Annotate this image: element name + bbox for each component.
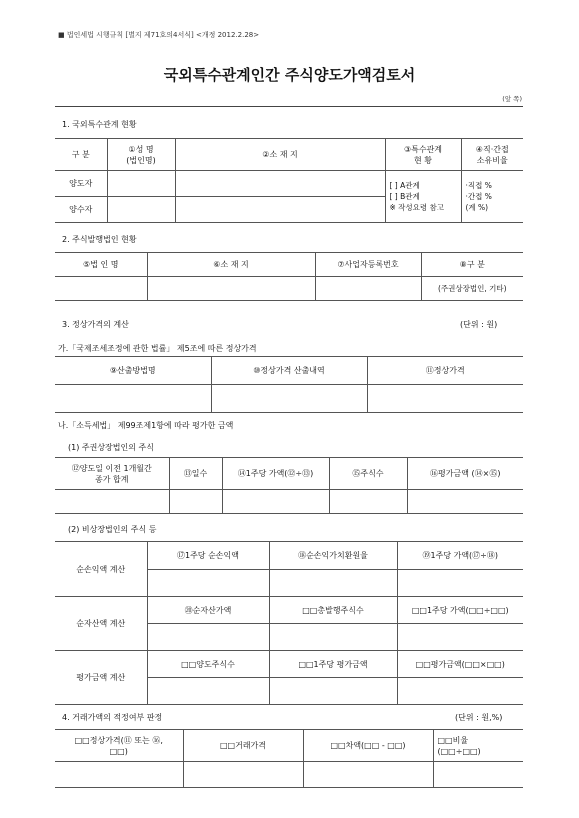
header-total-shares: □□총발행주식수 bbox=[269, 597, 397, 624]
related-party-table bbox=[55, 138, 523, 223]
corp-name-field[interactable] bbox=[55, 277, 147, 301]
header-relation: ③특수관계 현 황 bbox=[385, 139, 461, 171]
header-eval-price: □□1주당 평가금액 bbox=[269, 651, 397, 678]
return-rate-field[interactable] bbox=[269, 570, 397, 597]
header-return-rate: ⑱순손익가치환원율 bbox=[269, 542, 397, 570]
header-difference: □□차액(□□ - □□) bbox=[303, 730, 433, 762]
price-per-share-field[interactable] bbox=[222, 490, 329, 514]
buyer-address-field[interactable] bbox=[175, 197, 385, 223]
header-reg-number: ⑦사업자등록번호 bbox=[315, 253, 421, 277]
header-gubun: 구 분 bbox=[55, 139, 107, 171]
eval-amount-field[interactable] bbox=[407, 490, 523, 514]
header-profit-per-share: ⑰1주당 순손익액 bbox=[147, 542, 269, 570]
ratio-field[interactable] bbox=[433, 762, 523, 788]
row-label-seller: 양도자 bbox=[55, 171, 107, 197]
net-asset-field[interactable] bbox=[147, 624, 269, 651]
calc-method-field[interactable] bbox=[55, 385, 211, 413]
section-4-unit: (단위 : 원,%) bbox=[455, 713, 503, 722]
header-eval-amount: ⑯평가금액 (⑭×⑮) bbox=[407, 458, 523, 490]
header-address: ②소 재 지 bbox=[175, 139, 385, 171]
row-label-eval: 평가금액 계산 bbox=[55, 651, 147, 705]
header-transfer-shares: □□양도주식수 bbox=[147, 651, 269, 678]
section-4-heading: 4. 거래가액의 적정여부 판정 bbox=[62, 713, 163, 722]
header-normal-price: ⑪정상가격 bbox=[367, 357, 523, 385]
row-label-buyer: 양수자 bbox=[55, 197, 107, 223]
unlisted-heading: (2) 비상장법인의 주식 등 bbox=[68, 525, 157, 534]
header-days: ⑬일수 bbox=[169, 458, 222, 490]
corp-address-field[interactable] bbox=[147, 277, 315, 301]
header-ownership: ④직·간접 소유비율 bbox=[461, 139, 523, 171]
header-calc-detail: ⑩정상가격 산출내역 bbox=[211, 357, 367, 385]
listed-heading: (1) 주권상장법인의 주식 bbox=[68, 443, 154, 452]
calc-detail-field[interactable] bbox=[211, 385, 367, 413]
difference-field[interactable] bbox=[303, 762, 433, 788]
eval-total-field[interactable] bbox=[397, 678, 523, 705]
unlisted-shares-table bbox=[55, 541, 523, 705]
corp-type-field[interactable]: (주권상장법인, 기타) bbox=[421, 277, 523, 301]
total-shares-field[interactable] bbox=[269, 624, 397, 651]
header-name: ①성 명 (법인명) bbox=[107, 139, 175, 171]
divider bbox=[55, 106, 523, 107]
normal-price-ref-field[interactable] bbox=[55, 762, 183, 788]
reg-number-field[interactable] bbox=[315, 277, 421, 301]
section-2-heading: 2. 주식발행법인 현황 bbox=[62, 235, 137, 244]
header-asset-price: □□1주당 가액(□□÷□□) bbox=[397, 597, 523, 624]
trade-price-field[interactable] bbox=[183, 762, 303, 788]
header-corp-address: ⑥소 재 지 bbox=[147, 253, 315, 277]
profit-per-share-field[interactable] bbox=[147, 570, 269, 597]
subsection-na-heading: 나.「소득세법」 제99조제1항에 따라 평가한 금액 bbox=[58, 421, 234, 430]
page-title: 국외특수관계인간 주식양도가액검토서 bbox=[163, 66, 416, 84]
section-1-heading: 1. 국외특수관계 현황 bbox=[62, 120, 137, 129]
asset-price-field[interactable] bbox=[397, 624, 523, 651]
relation-a-checkbox[interactable]: [ ] A관계 bbox=[389, 181, 420, 190]
row-label-profit: 순손익액 계산 bbox=[55, 542, 147, 597]
page-side-note: (앞 쪽) bbox=[502, 95, 522, 103]
profit-price-field[interactable] bbox=[397, 570, 523, 597]
header-share-count: ⑮주식수 bbox=[329, 458, 407, 490]
eval-price-field[interactable] bbox=[269, 678, 397, 705]
seller-address-field[interactable] bbox=[175, 171, 385, 197]
header-net-asset: ⑳순자산가액 bbox=[147, 597, 269, 624]
header-profit-price: ⑲1주당 가액(⑰÷⑱) bbox=[397, 542, 523, 570]
days-field[interactable] bbox=[169, 490, 222, 514]
header-ratio: □□비율 (□□÷□□) bbox=[433, 730, 523, 762]
listed-shares-table bbox=[55, 457, 523, 514]
transfer-shares-field[interactable] bbox=[147, 678, 269, 705]
relation-note: ※ 작성요령 참고 bbox=[389, 203, 445, 212]
subsection-ga-heading: 가.「국제조세조정에 관한 법률」 제5조에 따른 정상가격 bbox=[58, 344, 257, 353]
row-label-asset: 순자산액 계산 bbox=[55, 597, 147, 651]
share-count-field[interactable] bbox=[329, 490, 407, 514]
header-close-sum: ⑫양도일 이전 1개월간 종가 합계 bbox=[55, 458, 169, 490]
form-header-note: ■ 법인세법 시행규칙 [별지 제71호의4서식] <개정 2012.2.28> bbox=[58, 31, 260, 39]
header-corp-name: ⑤법 인 명 bbox=[55, 253, 147, 277]
header-corp-type: ⑧구 분 bbox=[421, 253, 523, 277]
seller-name-field[interactable] bbox=[107, 171, 175, 197]
header-normal-price-ref: □□정상가격(⑪ 또는 ⑯, □□) bbox=[55, 730, 183, 762]
header-calc-method: ⑨산출방법명 bbox=[55, 357, 211, 385]
section-3-heading: 3. 정상가격의 계산 bbox=[62, 320, 129, 329]
ownership-ratio-field[interactable]: ·직접 % ·간접 % (계 %) bbox=[461, 171, 523, 223]
header-trade-price: □□거래가격 bbox=[183, 730, 303, 762]
normal-price-field[interactable] bbox=[367, 385, 523, 413]
relation-b-checkbox[interactable]: [ ] B관계 bbox=[389, 192, 420, 201]
section-3-unit: (단위 : 원) bbox=[460, 320, 498, 329]
issuer-table bbox=[55, 252, 523, 301]
adequacy-table bbox=[55, 729, 523, 788]
relation-checkboxes[interactable] bbox=[385, 171, 461, 223]
header-price-per-share: ⑭1주당 가액(⑫÷⑬) bbox=[222, 458, 329, 490]
buyer-name-field[interactable] bbox=[107, 197, 175, 223]
close-sum-field[interactable] bbox=[55, 490, 169, 514]
header-eval-total: □□평가금액(□□×□□) bbox=[397, 651, 523, 678]
normal-price-table bbox=[55, 356, 523, 413]
